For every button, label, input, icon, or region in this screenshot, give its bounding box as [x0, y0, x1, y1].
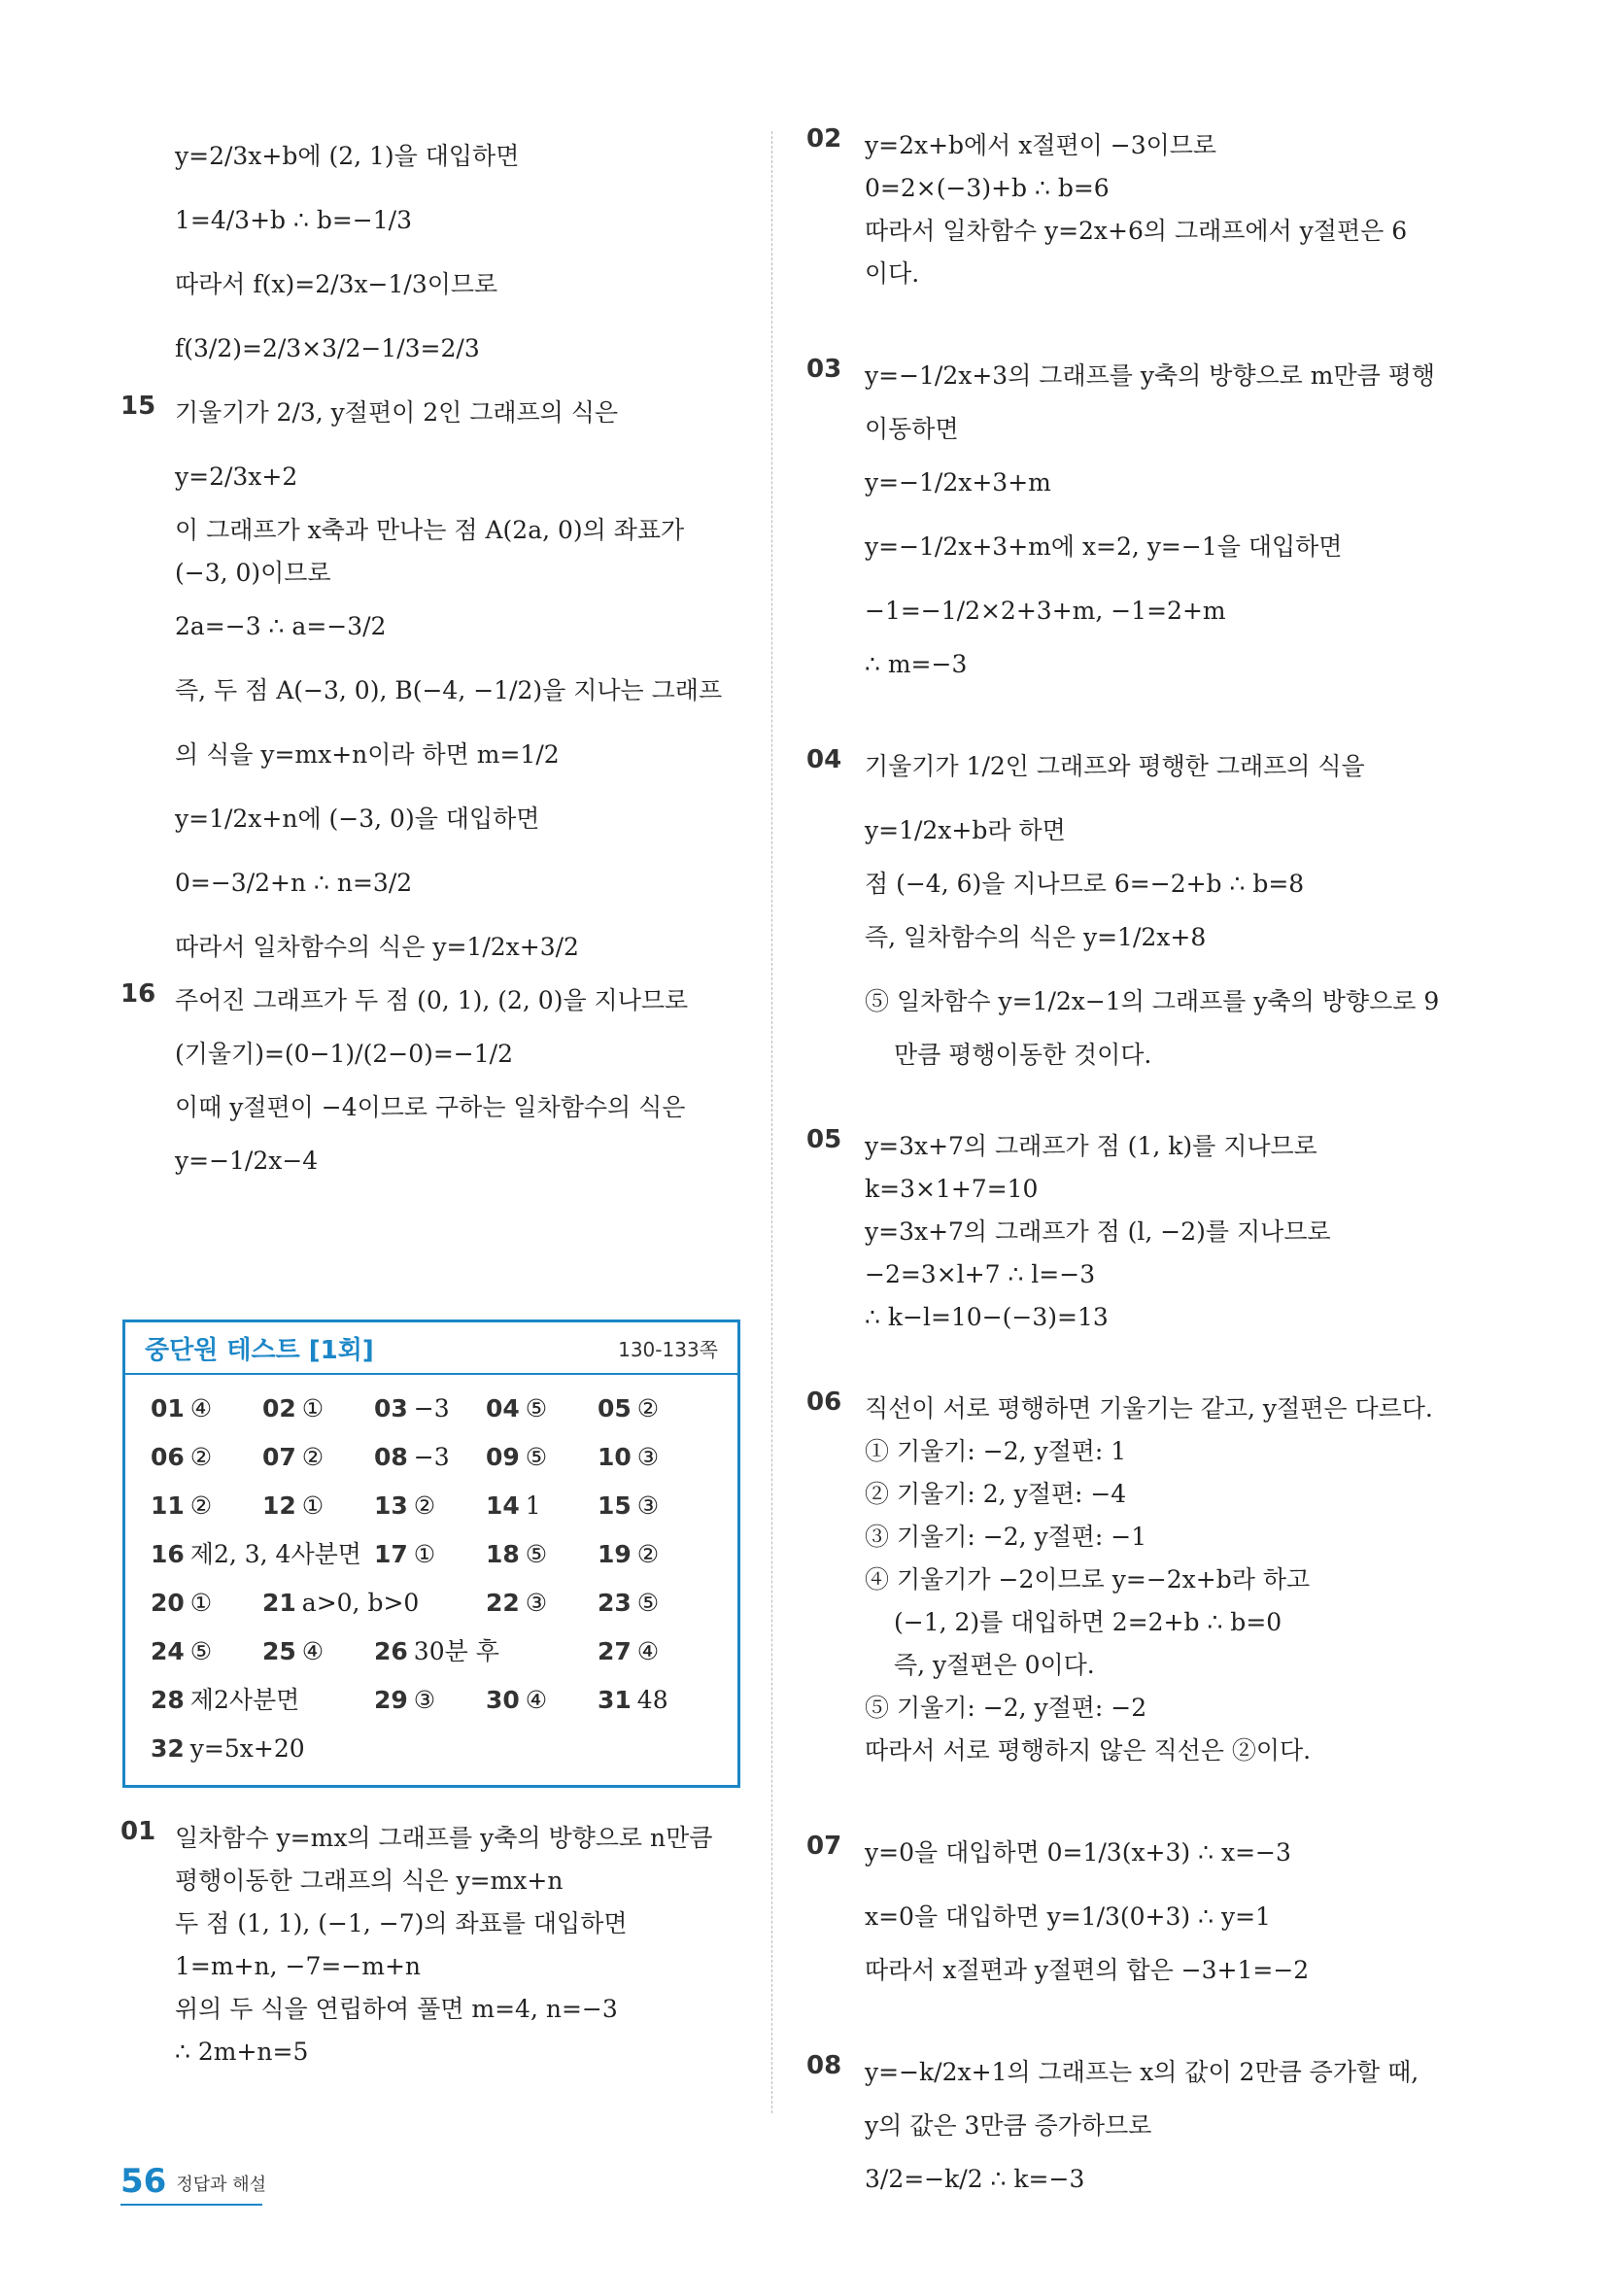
text-line: 따라서 서로 평행하지 않은 직선은 ②이다. [865, 1736, 1312, 1765]
answer-value: ⑤ [525, 1394, 548, 1422]
answer-number: 11 [151, 1491, 185, 1520]
unit-test-answer-box [122, 1319, 740, 1788]
text-line: (−3, 0)이므로 [175, 559, 331, 587]
answer-item [486, 1530, 547, 1579]
question-number: 03 [806, 355, 842, 384]
answer-number: 32 [151, 1734, 185, 1763]
answer-value: 48 [636, 1686, 668, 1714]
page-number: 56 [120, 2162, 167, 2201]
answer-number: 23 [598, 1589, 632, 1617]
answer-row [151, 1628, 718, 1676]
answer-item [598, 1579, 659, 1628]
question-number: 08 [806, 2051, 842, 2080]
answer-number: 13 [374, 1491, 408, 1520]
text-line: ∴ m=−3 [865, 650, 968, 678]
answer-value: 30분 후 [413, 1637, 499, 1665]
text-line: 이때 y절편이 −4이므로 구하는 일차함수의 식은 [175, 1093, 686, 1121]
answer-value: ① [413, 1540, 436, 1568]
question-05 [808, 1125, 1430, 1339]
question-15 [119, 381, 740, 979]
text-line: 1=m+n, −7=−m+n [175, 1952, 422, 1980]
answer-row [151, 1433, 718, 1482]
text-line: ② 기울기: 2, y절편: −4 [865, 1480, 1127, 1508]
answer-value: 제2, 3, 4사분면 [189, 1540, 361, 1568]
text-line: 이다. [865, 259, 920, 288]
answer-value: ④ [525, 1686, 548, 1714]
text-line: y=−1/2x+3+m [865, 468, 1051, 497]
answer-number: 07 [262, 1443, 296, 1471]
question-number: 07 [806, 1832, 842, 1861]
text-line: y=−k/2x+1의 그래프는 x의 값이 2만큼 증가할 때, [865, 2058, 1419, 2086]
answer-number: 04 [486, 1394, 520, 1422]
text-line: f(3/2)=2/3×3/2−1/3=2/3 [175, 334, 480, 362]
text-line: 0=2×(−3)+b ∴ b=6 [865, 174, 1110, 202]
text-line: 따라서 일차함수 y=2x+6의 그래프에서 y절편은 6 [865, 217, 1408, 245]
text-line: 만큼 평행이동한 것이다. [894, 1041, 1152, 1069]
answer-item [374, 1385, 450, 1433]
answer-number: 29 [374, 1686, 408, 1714]
text-line: ⑤ 기울기: −2, y절편: −2 [865, 1694, 1147, 1722]
answer-value: ③ [636, 1443, 660, 1471]
answer-value: ① [301, 1394, 325, 1422]
answer-number: 08 [374, 1443, 408, 1471]
footer-underline [120, 2204, 262, 2206]
text-line: x=0을 대입하면 y=1/3(0+3) ∴ y=1 [865, 1902, 1271, 1931]
answer-number: 24 [151, 1637, 185, 1665]
question-number: 16 [120, 979, 156, 1009]
text-line: ③ 기울기: −2, y절편: −1 [865, 1523, 1147, 1551]
answer-item [374, 1433, 450, 1482]
text-line: 직선이 서로 평행하면 기울기는 같고, y절편은 다르다. [865, 1394, 1433, 1422]
text-line: k=3×1+7=10 [865, 1175, 1039, 1203]
page-footer-label: 정답과 해설 [176, 2175, 266, 2195]
answer-number: 22 [486, 1589, 520, 1617]
answer-number: 28 [151, 1686, 185, 1714]
answer-row [151, 1385, 718, 1433]
answer-value: ② [189, 1443, 213, 1471]
question-number: 15 [120, 392, 156, 421]
text-line: 기울기가 1/2인 그래프와 평행한 그래프의 식을 [865, 752, 1365, 780]
answer-number: 20 [151, 1589, 185, 1617]
question-01 [119, 1817, 740, 2073]
text-line: 점 (−4, 6)을 지나므로 6=−2+b ∴ b=8 [865, 870, 1305, 898]
right-column [806, 124, 1440, 2211]
text-line: 따라서 f(x)=2/3x−1/3이므로 [175, 270, 498, 298]
answer-item [151, 1628, 212, 1676]
answer-value: −3 [413, 1443, 450, 1471]
text-line: 즉, y절편은 0이다. [894, 1651, 1095, 1679]
text-line: y=2/3x+b에 (2, 1)을 대입하면 [175, 142, 520, 170]
answer-value: ① [301, 1491, 325, 1520]
text-line: 이동하면 [865, 415, 959, 443]
answer-row [151, 1530, 718, 1579]
answer-item [151, 1530, 361, 1579]
text-line: −1=−1/2×2+3+m, −1=2+m [865, 597, 1226, 625]
answer-value: ② [189, 1491, 213, 1520]
answer-number: 31 [598, 1686, 632, 1714]
answer-item [374, 1628, 499, 1676]
question-number: 01 [120, 1817, 156, 1846]
answer-number: 18 [486, 1540, 520, 1568]
answer-value: y=5x+20 [189, 1734, 305, 1763]
question-number: 04 [806, 745, 842, 774]
answer-number: 05 [598, 1394, 632, 1422]
answer-number: 10 [598, 1443, 632, 1471]
answer-row [151, 1579, 718, 1628]
question-03 [806, 344, 1436, 686]
answer-number: 14 [486, 1491, 520, 1520]
question-07 [808, 1821, 1430, 1992]
question-number: 05 [806, 1125, 842, 1154]
text-line: y=−1/2x−4 [175, 1147, 319, 1175]
answer-item [598, 1530, 659, 1579]
answer-item [486, 1482, 541, 1530]
answer-number: 09 [486, 1443, 520, 1471]
answer-item [151, 1725, 305, 1773]
answer-number: 30 [486, 1686, 520, 1714]
answer-number: 19 [598, 1540, 632, 1568]
text-line: 주어진 그래프가 두 점 (0, 1), (2, 0)을 지나므로 [175, 986, 689, 1014]
answer-item [598, 1385, 659, 1433]
question-06 [806, 1388, 1433, 1772]
answer-row [151, 1676, 718, 1725]
answer-item [486, 1676, 547, 1725]
answer-number: 26 [374, 1637, 408, 1665]
question-16 [119, 979, 740, 1193]
answer-value: ⑤ [189, 1637, 213, 1665]
answer-number: 03 [374, 1394, 408, 1422]
answer-number: 25 [262, 1637, 296, 1665]
answer-number: 02 [262, 1394, 296, 1422]
text-line: 따라서 x절편과 y절편의 합은 −3+1=−2 [865, 1956, 1310, 1984]
text-line: y=3x+7의 그래프가 점 (l, −2)를 지나므로 [865, 1217, 1331, 1246]
answer-value: −3 [413, 1394, 450, 1422]
column-divider [771, 131, 772, 2113]
question-02 [808, 124, 1430, 295]
answer-value: a>0, b>0 [301, 1589, 420, 1617]
text-line: 기울기가 2/3, y절편이 2인 그래프의 식은 [175, 398, 619, 427]
answer-value: ② [413, 1491, 436, 1520]
answer-item [151, 1433, 212, 1482]
answer-value: 1 [525, 1491, 541, 1520]
answer-number: 16 [151, 1540, 185, 1568]
text-line: 2a=−3 ∴ a=−3/2 [175, 612, 387, 640]
answer-number: 06 [151, 1443, 185, 1471]
answer-value: 제2사분면 [189, 1686, 300, 1714]
answer-item [598, 1433, 659, 1482]
answer-value: ③ [413, 1686, 436, 1714]
answer-item [598, 1676, 668, 1725]
answer-value: ③ [525, 1589, 548, 1617]
answer-number: 15 [598, 1491, 632, 1520]
answer-item [262, 1433, 324, 1482]
text-line: 즉, 두 점 A(−3, 0), B(−4, −1/2)을 지나는 그래프 [175, 676, 723, 704]
text-line: y=1/2x+b라 하면 [865, 816, 1066, 844]
text-line: ∴ k−l=10−(−3)=13 [865, 1303, 1109, 1331]
text-line: 1=4/3+b ∴ b=−1/3 [175, 206, 412, 234]
answer-item [262, 1579, 419, 1628]
answer-number: 12 [262, 1491, 296, 1520]
answer-number: 21 [262, 1589, 296, 1617]
text-line: ⑤ 일차함수 y=1/2x−1의 그래프를 y축의 방향으로 9 [865, 987, 1440, 1015]
answer-value: ① [189, 1589, 213, 1617]
text-line: 즉, 일차함수의 식은 y=1/2x+8 [865, 923, 1207, 951]
answer-item [151, 1579, 212, 1628]
answer-item [486, 1433, 547, 1482]
text-line: −2=3×l+7 ∴ l=−3 [865, 1260, 1096, 1288]
text-line: 3/2=−k/2 ∴ k=−3 [865, 2165, 1085, 2193]
answer-value: ② [301, 1443, 325, 1471]
unit-test-header [125, 1322, 737, 1375]
left-column [119, 124, 740, 2073]
answer-row [151, 1725, 718, 1773]
text-line: y=3x+7의 그래프가 점 (1, k)를 지나므로 [865, 1132, 1317, 1160]
text-line: (기울기)=(0−1)/(2−0)=−1/2 [175, 1040, 513, 1068]
answer-item [486, 1385, 547, 1433]
answer-item [374, 1676, 435, 1725]
answer-number: 27 [598, 1637, 632, 1665]
answer-value: ② [636, 1394, 660, 1422]
answer-item [151, 1676, 299, 1725]
answer-value: ⑤ [525, 1540, 548, 1568]
text-line: 따라서 일차함수의 식은 y=1/2x+3/2 [175, 933, 579, 961]
q14-continuation [119, 124, 740, 381]
text-line: 평행이동한 그래프의 식은 y=mx+n [175, 1867, 564, 1895]
unit-test-title: 중단원 테스트 [1회] [145, 1335, 374, 1365]
page-footer [120, 2162, 266, 2201]
text-line: ④ 기울기가 −2이므로 y=−2x+b라 하고 [865, 1565, 1311, 1593]
answer-value: ④ [301, 1637, 325, 1665]
text-line: y=2/3x+2 [175, 463, 298, 491]
text-line: y=−1/2x+3의 그래프를 y축의 방향으로 m만큼 평행 [865, 361, 1436, 390]
answer-item [151, 1385, 212, 1433]
answer-item [598, 1482, 659, 1530]
text-line: ① 기울기: −2, y절편: 1 [865, 1437, 1127, 1465]
question-08 [808, 2040, 1430, 2211]
question-04 [806, 735, 1440, 1077]
question-number: 06 [806, 1388, 842, 1417]
text-line: 이 그래프가 x축과 만나는 점 A(2a, 0)의 좌표가 [175, 516, 685, 544]
answer-item [486, 1579, 547, 1628]
answer-item [374, 1530, 435, 1579]
answer-value: ⑤ [525, 1443, 548, 1471]
unit-test-answers [125, 1375, 737, 1785]
text-line: y=2x+b에서 x절편이 −3이므로 [865, 131, 1217, 159]
text-line: y=1/2x+n에 (−3, 0)을 대입하면 [175, 805, 540, 833]
answer-value: ④ [636, 1637, 660, 1665]
answer-item [262, 1482, 324, 1530]
answer-item [262, 1385, 324, 1433]
text-line: 0=−3/2+n ∴ n=3/2 [175, 869, 413, 897]
answer-item [598, 1628, 659, 1676]
answer-value: ④ [189, 1394, 213, 1422]
text-line: 두 점 (1, 1), (−1, −7)의 좌표를 대입하면 [175, 1909, 628, 1937]
answer-value: ② [636, 1540, 660, 1568]
question-number: 02 [806, 124, 842, 154]
answer-number: 17 [374, 1540, 408, 1568]
text-line: y=0을 대입하면 0=1/3(x+3) ∴ x=−3 [865, 1838, 1291, 1867]
answer-number: 01 [151, 1394, 185, 1422]
answer-item [151, 1482, 212, 1530]
unit-test-pages: 130-133쪽 [618, 1337, 718, 1361]
answer-item [262, 1628, 324, 1676]
answer-row [151, 1482, 718, 1530]
text-line: 위의 두 식을 연립하여 풀면 m=4, n=−3 [175, 1995, 618, 2023]
text-line: 의 식을 y=mx+n이라 하면 m=1/2 [175, 740, 560, 769]
text-line: (−1, 2)를 대입하면 2=2+b ∴ b=0 [894, 1608, 1282, 1636]
text-line: y의 값은 3만큼 증가하므로 [865, 2111, 1152, 2140]
answer-value: ③ [636, 1491, 660, 1520]
text-line: ∴ 2m+n=5 [175, 2038, 309, 2066]
answer-value: ⑤ [636, 1589, 660, 1617]
text-line: y=−1/2x+3+m에 x=2, y=−1을 대입하면 [865, 532, 1343, 561]
answer-item [374, 1482, 435, 1530]
text-line: 일차함수 y=mx의 그래프를 y축의 방향으로 n만큼 [175, 1824, 713, 1852]
